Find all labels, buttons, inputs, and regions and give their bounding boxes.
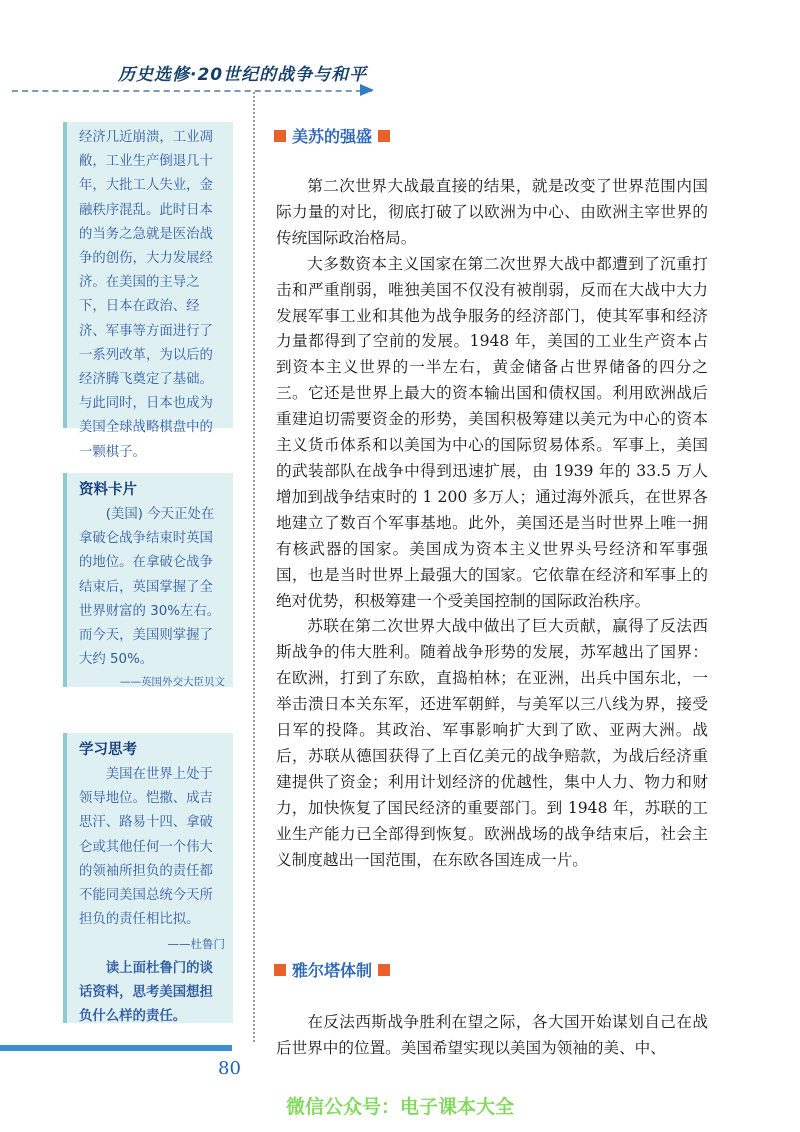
watermark-text: 微信公众号：电子课本大全 bbox=[285, 1096, 514, 1118]
data-card-source: ——英国外交大臣贝文 bbox=[120, 676, 225, 689]
body-paragraph: 大多数资本主义国家在第二次世界大战中都遭到了沉重打击和严重削弱，唯独美国不仅没有被削弱，反而在大战中大力发展军事工业和其他为战争服务的经济部门，使其军事和经济力量都得到了空前的发展。1948 年，美国的工业生产资本占到资本主义世界的一半左右，黄金储备占世界储备的四分之三。它还是世界上最大的资本输出国和债权国。利用欧洲战后重建迫切需要资金的形势，美国积极筹建以美元为中心的资本主义货币体系和以美国为中心的国际贸易体系。军事上，美国的武装部队在战争中得到迅速扩展，由 1939 年的 33.5 万人增加到战争结束时的 1 200 多万人；通过海外派兵，在世界各地建立了数百个军事基地。此外，美国还是当时世界上唯一拥有核武器的国家。美国成为资本主义世界头号经济和军事强国，也是当时世界上最强大的国家。它依靠在经济和军事上的绝对优势，积极筹建一个受美国控制的国际政治秩序。 bbox=[276, 254, 708, 610]
header-arrow-icon bbox=[360, 84, 374, 96]
footer-bar bbox=[0, 1045, 232, 1051]
section-body bbox=[276, 174, 708, 873]
section-heading bbox=[274, 958, 390, 981]
square-bullet-icon bbox=[274, 964, 286, 976]
page-header-title: 历史选修·20世纪的战争与和平 bbox=[118, 65, 368, 85]
square-bullet-icon bbox=[378, 964, 390, 976]
study-think-quote: 美国在世界上处于领导地位。恺撒、成吉思汗、路易十四、拿破仑或其他任何一个伟大的领袖所担负的责任都不能同美国总统今天所担负的责任相比拟。 bbox=[79, 767, 213, 928]
body-paragraph: 苏联在第二次世界大战中做出了巨大贡献，赢得了反法西斯战争的伟大胜利。随着战争形势的发展，苏军越出了国界：在欧洲，打到了东欧，直捣柏林；在亚洲，出兵中国东北，一举击溃日本关东军，还进军朝鲜，与美军以三八线为界，接受日军的投降。其政治、军事影响扩大到了欧、亚两大洲。战后，苏联从德国获得了上百亿美元的战争赔款，为战后经济重建提供了资金；利用计划经济的优越性，集中人力、物力和财力，加快恢复了国民经济的重要部门。到 1948 年，苏联的工业生产能力已全部得到恢复。欧洲战场的战争结束后，社会主义制度越出一国范围，在东欧各国连成一片。 bbox=[276, 617, 708, 869]
square-bullet-icon bbox=[274, 130, 286, 142]
section-heading-text: 雅尔塔体制 bbox=[292, 961, 373, 980]
column-divider bbox=[253, 92, 255, 1042]
section-heading-text: 美苏的强盛 bbox=[292, 127, 373, 146]
study-think-source: ——杜鲁门 bbox=[167, 937, 225, 952]
section-heading bbox=[274, 124, 390, 147]
data-card-title: 资料卡片 bbox=[79, 482, 137, 498]
sidebar-note-text: 经济几近崩溃，工业凋敝，工业生产倒退几十年，大批工人失业，金融秩序混乱。此时日本的当务之急就是医治战争的创伤，大力发展经济。在美国的主导之下，日本在政治、经济、军事等方面进行了一系列改革，为以后的经济腾飞奠定了基础。与此同时，日本也成为美国全球战略棋盘中的一颗棋子。 bbox=[79, 130, 213, 460]
body-paragraph: 在反法西斯战争胜利在望之际，各大国开始谋划自己在战后世界中的位置。美国希望实现以美国为领袖的美、中、 bbox=[276, 1013, 708, 1057]
square-bullet-icon bbox=[378, 130, 390, 142]
header-rule bbox=[12, 90, 372, 92]
study-think-question: 读上面杜鲁门的谈话资料，思考美国想担负什么样的责任。 bbox=[79, 960, 213, 1025]
data-card-text: (美国) 今天正处在拿破仑战争结束时英国的地位。在拿破仑战争结束后，英国掌握了全世界财富的 30%左右。而今天，美国则掌握了大约 50%。 bbox=[79, 507, 221, 668]
data-card-box bbox=[63, 473, 233, 687]
body-paragraph: 第二次世界大战最直接的结果，就是改变了世界范围内国际力量的对比，彻底打破了以欧洲为中心、由欧洲主宰世界的传统国际政治格局。 bbox=[276, 177, 708, 247]
sidebar-note-box bbox=[63, 122, 233, 460]
page-number: 80 bbox=[218, 1058, 241, 1079]
study-think-title: 学习思考 bbox=[79, 742, 137, 758]
section-body bbox=[276, 1010, 708, 1062]
study-think-box bbox=[63, 733, 233, 1023]
